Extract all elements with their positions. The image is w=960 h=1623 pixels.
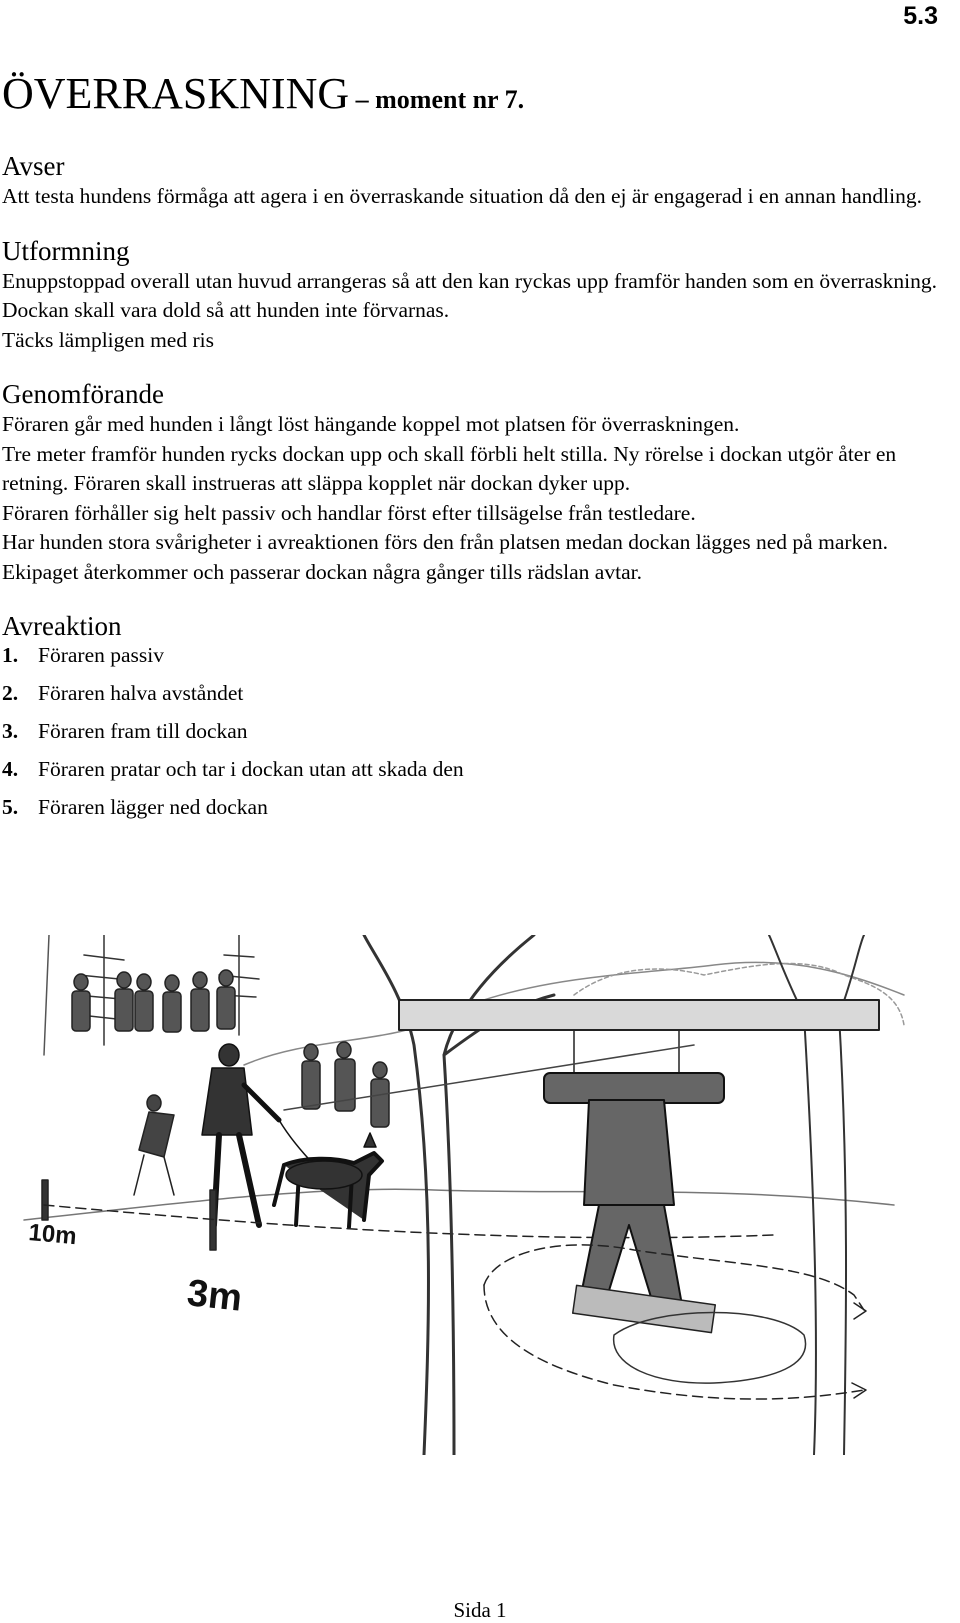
label-10m: 10m bbox=[27, 1219, 78, 1251]
list-item-text: Föraren pratar och tar i dockan utan att skada den bbox=[38, 757, 464, 781]
section-utformning bbox=[2, 235, 952, 356]
list-item-text: Föraren lägger ned dockan bbox=[38, 795, 268, 819]
list-item bbox=[2, 718, 952, 744]
ground-line bbox=[24, 1189, 894, 1220]
tree-trunk bbox=[44, 935, 49, 1055]
section-avser bbox=[2, 150, 952, 212]
marker-post-10m bbox=[42, 1180, 48, 1220]
dog-figure bbox=[274, 1133, 382, 1227]
document-body bbox=[2, 150, 952, 843]
heading-avser: Avser bbox=[2, 151, 65, 181]
page-footer: Sida 1 bbox=[453, 1598, 507, 1622]
title-sub: – moment nr 7. bbox=[349, 85, 525, 114]
list-item bbox=[2, 642, 952, 668]
section-genomforande bbox=[2, 378, 952, 587]
surprise-test-illustration bbox=[14, 935, 914, 1455]
genomforande-text-4: Har hunden stora svårigheter i avreaktionen förs den från platsen medan dockan lägges ned på marken. Ekipaget återkommer och passerar dockan några gånger tills rädslan avtar. bbox=[2, 530, 888, 584]
page-title bbox=[2, 68, 524, 119]
genomforande-text-2: Tre meter framför hunden rycks dockan upp och skall förbli helt stilla. Ny rörelse i dockan utgör åter en retning. Föraren skall instrueras att släppa kopplet när dockan dyker upp. bbox=[2, 441, 897, 495]
path-arrow-head bbox=[852, 1303, 866, 1398]
list-item-number: 2. bbox=[2, 681, 19, 705]
list-item bbox=[2, 680, 952, 706]
list-item-number: 3. bbox=[2, 719, 19, 743]
heading-genomforande: Genomförande bbox=[2, 379, 164, 409]
list-item bbox=[2, 756, 952, 782]
heading-utformning: Utformning bbox=[2, 235, 130, 266]
list-item-number: 4. bbox=[2, 757, 19, 781]
list-item-number: 5. bbox=[2, 795, 19, 819]
avser-text: Att testa hundens förmåga att agera i en överraskande situation då den ej är engagerad i en annan handling. bbox=[2, 184, 922, 208]
genomforande-text-3: Föraren förhåller sig helt passiv och handlar först efter tillsägelse från testledare. bbox=[2, 500, 696, 525]
section-avreaktion bbox=[2, 610, 952, 820]
utformning-text-2: Täcks lämpligen med ris bbox=[2, 327, 214, 352]
wooden-beam bbox=[399, 1000, 879, 1030]
heading-avreaktion: Avreaktion bbox=[2, 611, 122, 641]
dummy-platform bbox=[573, 1285, 716, 1332]
label-3m: 3m bbox=[185, 1272, 245, 1320]
list-item-text: Föraren passiv bbox=[38, 643, 164, 667]
list-item-number: 1. bbox=[2, 643, 19, 667]
genomforande-text-1: Föraren går med hunden i långt löst hängande koppel mot platsen för överraskningen. bbox=[2, 412, 740, 436]
title-main: ÖVERRASKNING bbox=[2, 69, 350, 118]
assistant-figure bbox=[134, 1095, 174, 1195]
utformning-text-1: Enuppstoppad overall utan huvud arrangeras så att den kan ryckas upp framför handen som en överraskning. Dockan skall vara dold så att hunden inte förvarnas. bbox=[2, 268, 937, 322]
page-number: 5.3 bbox=[903, 2, 938, 30]
list-item bbox=[2, 794, 952, 820]
list-item-text: Föraren fram till dockan bbox=[38, 719, 248, 743]
avreaktion-list bbox=[2, 642, 952, 820]
list-item-text: Föraren halva avståndet bbox=[38, 681, 244, 705]
dummy-figure bbox=[544, 1073, 724, 1307]
